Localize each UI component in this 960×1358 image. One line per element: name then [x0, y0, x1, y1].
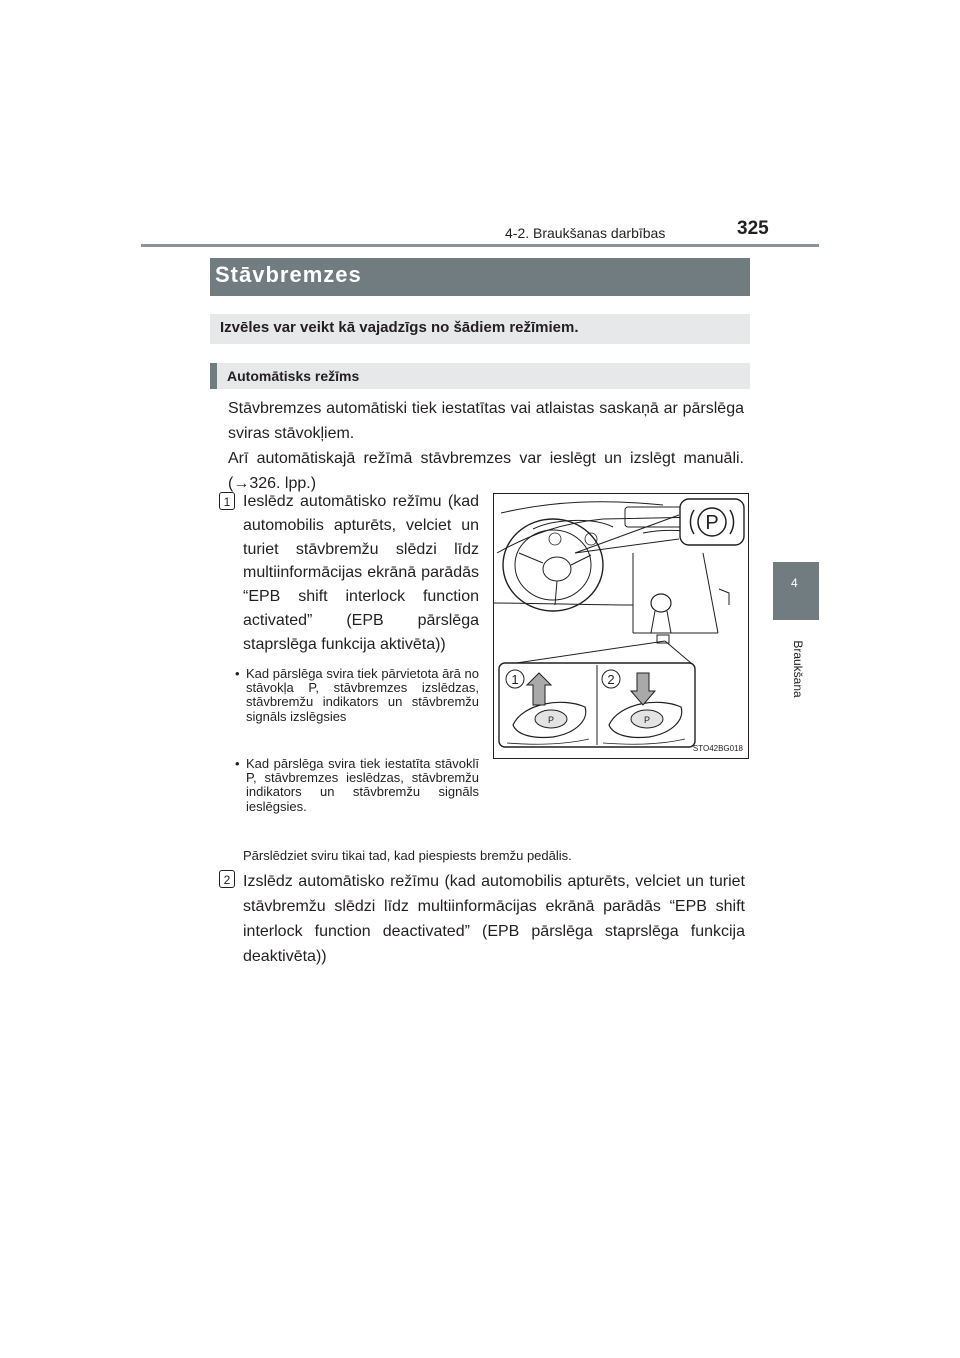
- item-1-bullet-2: [235, 756, 479, 814]
- bullet-text: Kad pārslēga svira tiek pārvietota ārā no stāvokļa P, stāvbremzes izslēdzas, stāvbremžu indikators un stāvbremžu signāls izslēgsies: [246, 666, 479, 724]
- item-1-bullet-1: [235, 666, 479, 724]
- bullet-text: Kad pārslēga svira tiek iestatīta stāvoklī P, stāvbremzes ieslēdzas, stāvbremžu indikators un stāvbremžu signāls ieslēgsies.: [246, 756, 479, 814]
- subsection-title: Automātisks režīms: [227, 368, 360, 384]
- subsection-accent: [210, 363, 217, 389]
- figure-callout-1: 1: [511, 672, 519, 687]
- bullet-dot: •: [235, 756, 240, 771]
- chapter-tab-number: 4: [791, 576, 798, 590]
- item-1-badge: 1: [219, 492, 235, 510]
- parking-brake-figure: [493, 493, 749, 759]
- intro-text: Izvēles var veikt kā vajadzīgs no šādiem režīmiem.: [220, 319, 579, 336]
- header-section-title: 4-2. Braukšanas darbības: [505, 225, 666, 241]
- note-text: Pārslēdziet sviru tikai tad, kad piespiests bremžu pedālis.: [243, 848, 572, 863]
- page-title: Stāvbremzes: [215, 262, 362, 287]
- header-divider: [141, 244, 819, 247]
- parking-brake-p-icon: P: [705, 512, 719, 534]
- figure-illustration: [493, 493, 749, 759]
- item-1-text: Ieslēdz automātisko režīmu (kad automobilis apturēts, velciet un turiet stāvbremžu slēdzi līdz multiinformācijas ekrānā parādās “EPB shift interlock function activated” (EPB pārslēga staprslēga funkcija aktivēta)): [243, 493, 479, 653]
- page-number: 325: [737, 218, 769, 239]
- figure-code: STO42BG018: [692, 744, 743, 753]
- chapter-tab-label-wrap: [767, 628, 827, 708]
- left-switch-p-mark: P: [547, 715, 555, 725]
- figure-callout-2: 2: [607, 672, 615, 687]
- item-2-text: Izslēdz automātisko režīmu (kad automobilis apturēts, velciet un turiet stāvbremžu slēdzi līdz multiinformācijas ekrānā parādās “EPB shift interlock function deactivated” (EPB pārslēga staprslēga funkcija deaktivēta)): [243, 873, 745, 965]
- chapter-tab: [773, 562, 819, 620]
- bullet-dot: •: [235, 666, 240, 681]
- right-switch-p-mark: P: [643, 715, 651, 725]
- body-paragraph-1: Stāvbremzes automātiski tiek iestatītas vai atlaistas saskaņā ar pārslēga sviras stāvokļiem.: [228, 400, 744, 442]
- chapter-tab-label: Braukšana: [791, 640, 805, 698]
- item-2-badge: 2: [219, 870, 235, 888]
- body-paragraph-2: Arī automātiskajā režīmā stāvbremzes var ieslēgt un izslēgt manuāli. (→326. lpp.): [228, 450, 744, 492]
